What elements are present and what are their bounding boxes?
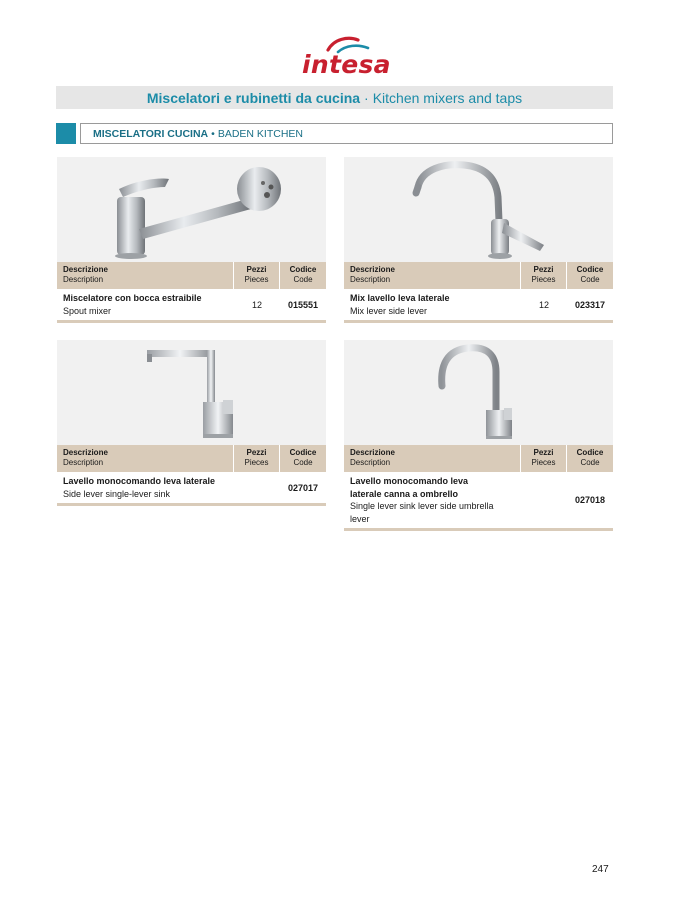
header-code-it: Codice bbox=[576, 448, 604, 457]
product-name-en: Spout mixer bbox=[63, 305, 112, 316]
header-code-it: Codice bbox=[289, 448, 317, 457]
header-code-en: Code bbox=[293, 275, 313, 284]
table-header bbox=[344, 262, 613, 289]
header-pieces-it: Pezzi bbox=[533, 265, 554, 274]
table-header bbox=[57, 262, 326, 289]
header-code-it: Codice bbox=[289, 265, 317, 274]
brand-name: intesa bbox=[302, 50, 391, 79]
brand-logo bbox=[294, 36, 404, 80]
product-card bbox=[344, 340, 613, 531]
header-pieces-en: Pieces bbox=[531, 275, 556, 284]
header-description-en: Description bbox=[350, 458, 391, 467]
section-label bbox=[80, 123, 613, 144]
product-pieces bbox=[234, 472, 280, 503]
header-pieces-it: Pezzi bbox=[246, 265, 267, 274]
product-name-en: Side lever single-lever sink bbox=[63, 488, 171, 499]
section-title-en: BADEN KITCHEN bbox=[217, 127, 303, 140]
product-code: 023317 bbox=[574, 299, 606, 310]
page-title-en: Kitchen mixers and taps bbox=[372, 89, 523, 106]
product-card bbox=[57, 157, 326, 323]
header-pieces-en: Pieces bbox=[244, 275, 269, 284]
table-row bbox=[344, 289, 613, 323]
product-code: 027018 bbox=[574, 495, 606, 505]
header-pieces-en: Pieces bbox=[531, 458, 556, 467]
product-pieces: 12 bbox=[251, 299, 262, 310]
table-header bbox=[57, 445, 326, 472]
product-name-it: Lavello monocomando leva laterale canna a ombrello bbox=[350, 476, 469, 499]
header-pieces-it: Pezzi bbox=[246, 448, 267, 457]
product-pieces: 12 bbox=[538, 299, 549, 310]
header-description-it: Descrizione bbox=[63, 448, 108, 457]
header-code-en: Code bbox=[580, 458, 600, 467]
product-name-en: Single lever sink lever side umbrella lever bbox=[350, 501, 494, 524]
product-name-it: Mix lavello leva laterale bbox=[350, 293, 450, 303]
product-code: 027017 bbox=[287, 482, 319, 493]
page-title-bar bbox=[56, 86, 613, 109]
product-pieces bbox=[521, 472, 567, 528]
table-row bbox=[57, 289, 326, 323]
section-heading bbox=[56, 123, 613, 144]
product-card bbox=[57, 340, 326, 506]
product-photo-umbrella-spout-mixer bbox=[344, 340, 613, 445]
section-marker bbox=[56, 123, 76, 144]
table-row bbox=[57, 472, 326, 506]
page-title-separator: · bbox=[364, 89, 369, 106]
header-code-it: Codice bbox=[576, 265, 604, 274]
product-photo-pull-out-spout-mixer bbox=[57, 157, 326, 262]
product-code: 015551 bbox=[287, 299, 319, 310]
header-description-en: Description bbox=[63, 458, 104, 467]
header-code-en: Code bbox=[293, 458, 313, 467]
section-title-it: MISCELATORI CUCINA bbox=[93, 127, 209, 140]
page-number: 247 bbox=[592, 864, 609, 875]
table-header bbox=[344, 445, 613, 472]
table-row bbox=[344, 472, 613, 531]
header-pieces-it: Pezzi bbox=[533, 448, 554, 457]
section-separator: • bbox=[211, 127, 215, 140]
header-pieces-en: Pieces bbox=[244, 458, 269, 467]
product-photo-curved-spout-side-lever-mixer bbox=[344, 157, 613, 262]
header-code-en: Code bbox=[580, 275, 600, 284]
header-description-it: Descrizione bbox=[350, 265, 395, 274]
product-photo-square-spout-mixer bbox=[57, 340, 326, 445]
product-card bbox=[344, 157, 613, 323]
product-name-it: Miscelatore con bocca estraibile bbox=[63, 293, 202, 303]
header-description-en: Description bbox=[350, 275, 391, 284]
product-name-en: Mix lever side lever bbox=[350, 305, 428, 316]
page-title-it: Miscelatori e rubinetti da cucina bbox=[146, 89, 361, 106]
product-name-it: Lavello monocomando leva laterale bbox=[63, 476, 216, 486]
header-description-en: Description bbox=[63, 275, 104, 284]
header-description-it: Descrizione bbox=[63, 265, 108, 274]
header-description-it: Descrizione bbox=[350, 448, 395, 457]
